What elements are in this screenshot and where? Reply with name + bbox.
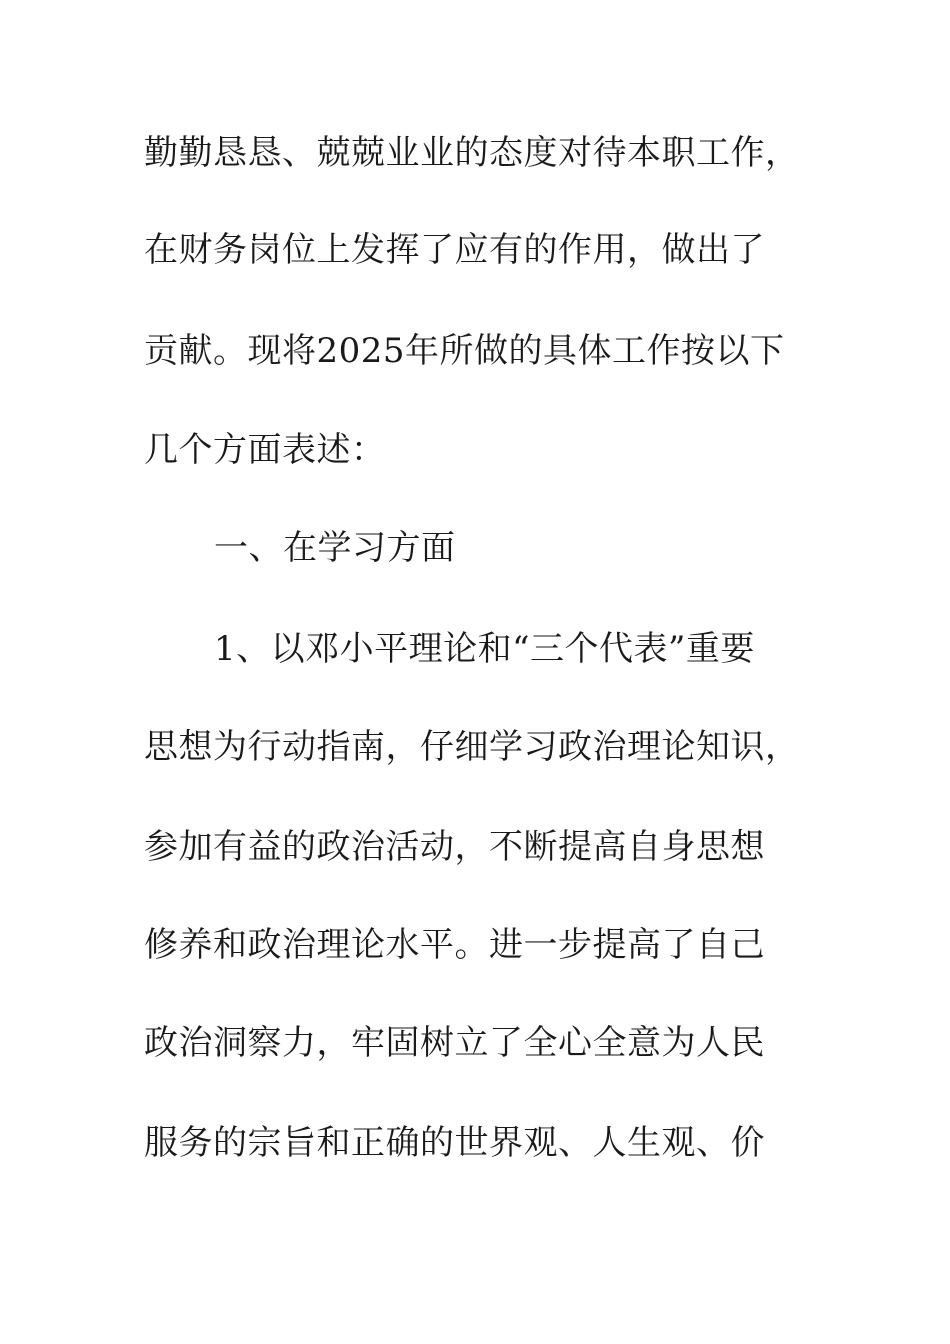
paragraph-line: 几个方面表述： xyxy=(144,430,386,470)
section-heading: 一、在学习方面 xyxy=(214,528,456,568)
paragraph-line: 思想为行动指南，仔细学习政治理论知识， xyxy=(144,727,800,767)
paragraph-line: 1、以邓小平理论和“三个代表”重要 xyxy=(214,629,755,669)
paragraph-line: 服务的宗旨和正确的世界观、人生观、价 xyxy=(144,1123,765,1163)
paragraph-line: 参加有益的政治活动，不断提高自身思想 xyxy=(144,827,765,867)
paragraph-line: 在财务岗位上发挥了应有的作用，做出了 xyxy=(144,230,765,270)
paragraph-line: 政治洞察力，牢固树立了全心全意为人民 xyxy=(144,1023,765,1063)
paragraph-line: 修养和政治理论水平。进一步提高了自己 xyxy=(144,925,765,965)
paragraph-line: 贡献。现将2025年所做的具体工作按以下 xyxy=(144,331,785,371)
paragraph-line: 勤勤恳恳、兢兢业业的态度对待本职工作， xyxy=(144,133,800,173)
